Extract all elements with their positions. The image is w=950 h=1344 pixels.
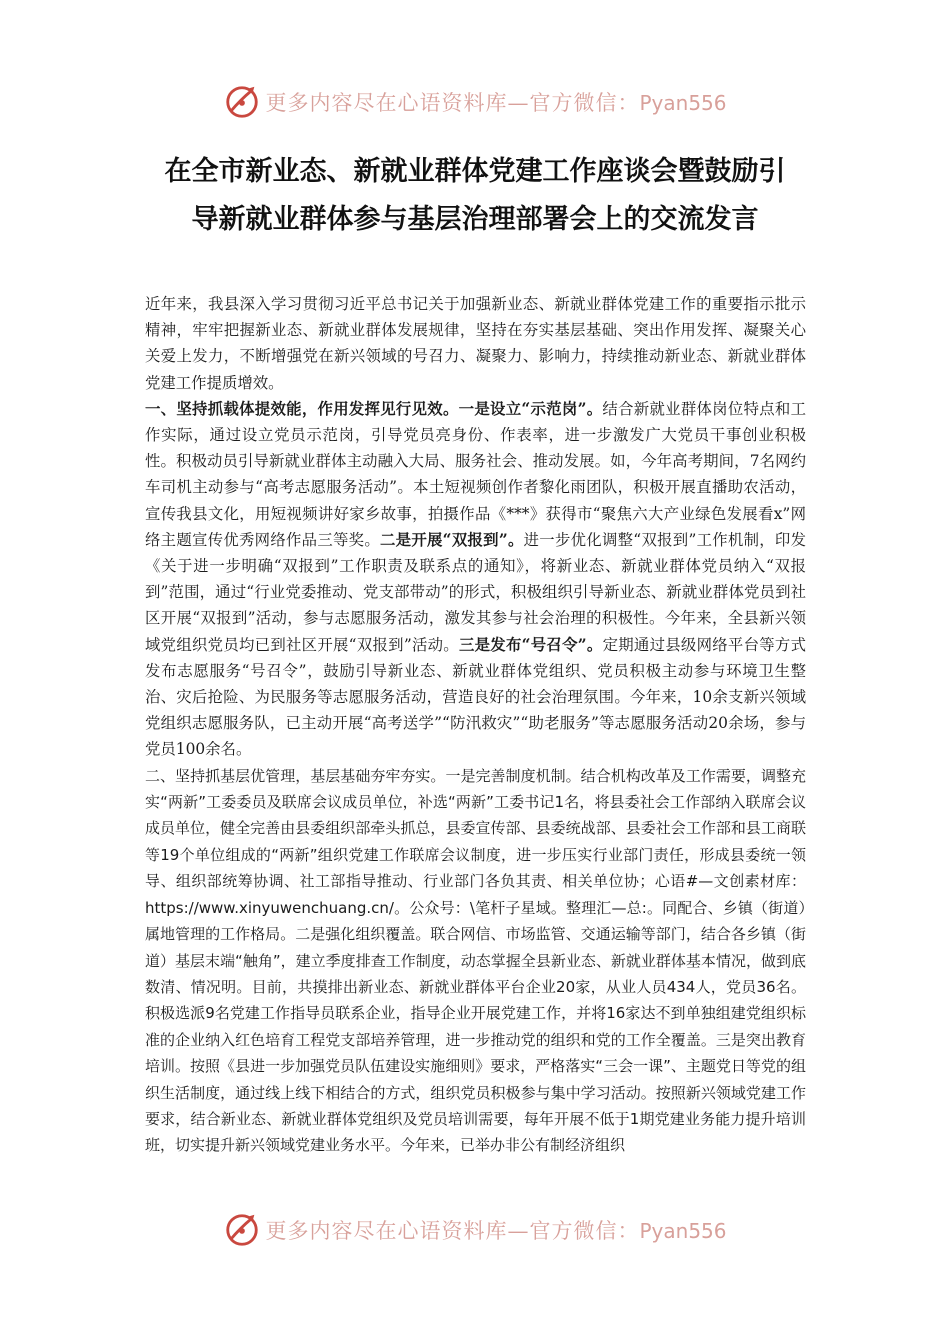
watermark-banner-bottom: [0, 1208, 950, 1252]
intro-paragraph: 近年来，我县深入学习贯彻习近平总书记关于加强新业态、新就业群体党建工作的重要指示批示精神，牢牢把握新业态、新就业群体发展规律，坚持在夯实基层基础、突出作用发挥、凝聚关心关爱上发力，不断增强党在新兴领域的号召力、凝聚力、影响力，持续推动新业态、新就业群体党建工作提质增效。: [145, 295, 806, 392]
brush-logo-icon: [223, 1211, 261, 1249]
section-1-heading-2: 二是开展“双报到”。: [380, 530, 524, 549]
section-1-text-3: 定期通过县级网络平台等方式发布志愿服务“号召令”，鼓励引导新业态、新就业群体党组织、党员积极主动参与环境卫生整治、灾后抢险、为民服务等志愿服务活动，营造良好的社会治理氛围。今年来，10余支新兴领域党组织志愿服务队，已主动开展“高考送学”“防汛救灾”“助老服务”等志愿服务活动20余场，参与党员100余名。: [145, 635, 806, 759]
section-1-heading: 一、坚持抓载体提效能，作用发挥见行见效。一是设立“示范岗”。: [145, 399, 603, 418]
section-1-heading-3: 三是发布“号召令”。: [458, 635, 603, 654]
title-line-1: 在全市新业态、新就业群体党建工作座谈会暨鼓励引: [164, 156, 786, 187]
document-title: [110, 148, 840, 244]
document-body: [145, 291, 806, 1159]
watermark-text: 更多内容尽在心语资料库—官方微信：Pyan556: [265, 91, 727, 115]
section-2-paragraph: 二、坚持抓基层优管理，基层基础夯牢夯实。一是完善制度机制。结合机构改革及工作需要，调整充实“两新”工委委员及联席会议成员单位，补选“两新”工委书记1名，将县委社会工作部纳入联席会议成员单位，健全完善由县委组织部牵头抓总，县委宣传部、县委统战部、县委社会工作部和县工商联等19个单位组成的“两新”组织党建工作联席会议制度，进一步压实行业部门责任，形成县委统一领导、组织部统筹协调、社工部指导推动、行业部门各负其责、相关单位协；心语#—文创素材库：https://www.xinyuwenchuang.cn/。公众号：\笔杆子星域。整理汇—总:。同配合、乡镇（街道）属地管理的工作格局。二是强化组织覆盖。联合网信、市场监管、交通运输等部门，结合各乡镇（街道）基层末端“触角”，建立季度排查工作制度，动态掌握全县新业态、新就业群体基本情况，做到底数清、情况明。目前，共摸排出新业态、新就业群体平台企业20家，从业人员434人，党员36名。积极选派9名党建工作指导员联系企业，指导企业开展党建工作，并将16家达不到单独组建党组织标准的企业纳入红色培育工程党支部培养管理，进一步推动党的组织和党的工作全覆盖。三是突出教育培训。按照《县进一步加强党员队伍建设实施细则》要求，严格落实“三会一课”、主题党日等党的组织生活制度，通过线上线下相结合的方式，组织党员积极参与集中学习活动。按照新兴领域党建工作要求，结合新业态、新就业群体党组织及党员培训需要，每年开展不低于1期党建业务能力提升培训班，切实提升新兴领域党建业务水平。今年来，已举办非公有制经济组织: [145, 766, 806, 1155]
section-1-paragraph: [145, 396, 806, 763]
section-1-text-2: 进一步优化调整“双报到”工作机制，印发《关于进一步明确“双报到”工作职责及联系点的通知》，将新业态、新就业群体党员纳入“双报到”范围，通过“行业党委推动、党支部带动”的形式，积极组织引导新业态、新就业群体党员到社区开展“双报到”活动，参与志愿服务活动，激发其参与社会治理的积极性。今年来，全县新兴领域党组织党员均已到社区开展“双报到”活动。: [145, 530, 806, 654]
section-1-text-1: 结合新就业群体岗位特点和工作实际，通过设立党员示范岗，引导党员亮身份、作表率，进一步激发广大党员干事创业积极性。积极动员引导新就业群体主动融入大局、服务社会、推动发展。如，今年高考期间，7名网约车司机主动参与“高考志愿服务活动”。本土短视频创作者黎化雨团队，积极开展直播助农活动，宣传我县文化，用短视频讲好家乡故事，拍摄作品《***》获得市“聚焦六大产业绿色发展看x”网络主题宣传优秀网络作品三等奖。: [145, 399, 806, 549]
brush-logo-icon: [223, 83, 261, 121]
watermark-banner-top: [0, 80, 950, 124]
section-2-block: [145, 763, 806, 1159]
watermark-text: 更多内容尽在心语资料库—官方微信：Pyan556: [265, 1219, 727, 1243]
title-line-2: 导新就业群体参与基层治理部署会上的交流发言: [191, 204, 759, 235]
